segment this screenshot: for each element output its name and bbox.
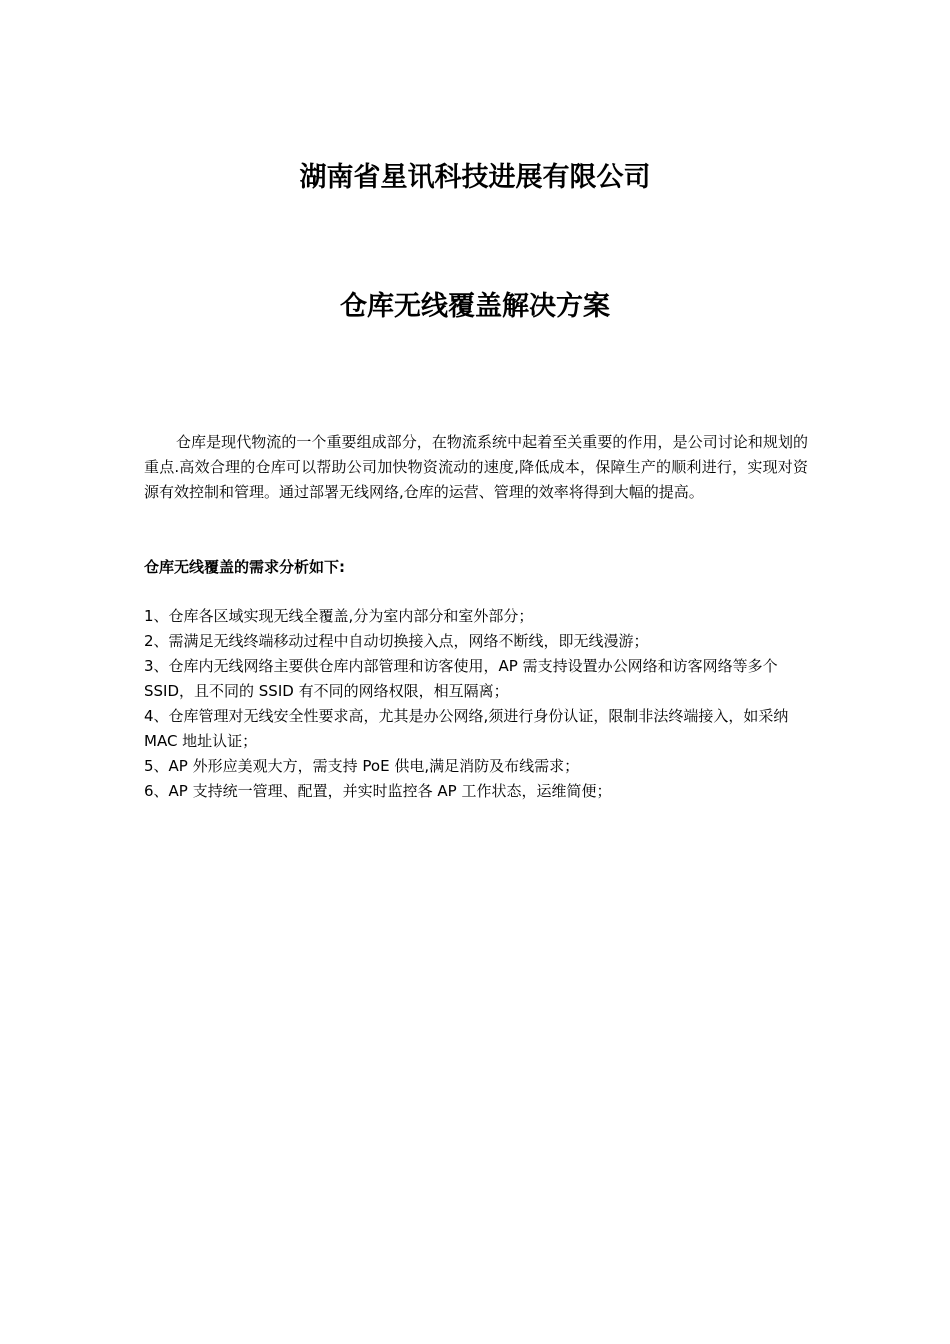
requirement-item: 6、AP 支持统一管理、配置，并实时监控各 AP 工作状态，运维简便； bbox=[144, 782, 612, 800]
intro-paragraph: 仓库是现代物流的一个重要组成部分，在物流系统中起着至关重要的作用，是公司讨论和规划的重点.高效合理的仓库可以帮助公司加快物资流动的速度,降低成本，保障生产的顺利进行，实现对资源有效控制和管理。通过部署无线网络,仓库的运营、管理的效率将得到大幅的提高。 bbox=[144, 433, 808, 501]
company-title: 湖南省星讯科技进展有限公司 bbox=[299, 162, 651, 193]
requirement-item: 4、仓库管理对无线安全性要求高，尤其是办公网络,须进行身份认证，限制非法终端接入，如采纳 MAC 地址认证； bbox=[144, 707, 789, 750]
requirement-item: 3、仓库内无线网络主要供仓库内部管理和访客使用，AP 需支持设置办公网络和访客网络等多个 SSID，且不同的 SSID 有不同的网络权限，相互隔离； bbox=[144, 657, 778, 700]
requirements-list bbox=[144, 604, 816, 804]
requirement-item: 1、仓库各区域实现无线全覆盖,分为室内部分和室外部分； bbox=[144, 607, 534, 625]
requirements-heading: 仓库无线覆盖的需求分析如下: bbox=[144, 558, 345, 576]
requirement-item: 5、AP 外形应美观大方，需支持 PoE 供电,满足消防及布线需求； bbox=[144, 757, 580, 775]
requirement-item: 2、需满足无线终端移动过程中自动切换接入点，网络不断线，即无线漫游； bbox=[144, 632, 649, 650]
document-title: 仓库无线覆盖解决方案 bbox=[340, 291, 610, 322]
